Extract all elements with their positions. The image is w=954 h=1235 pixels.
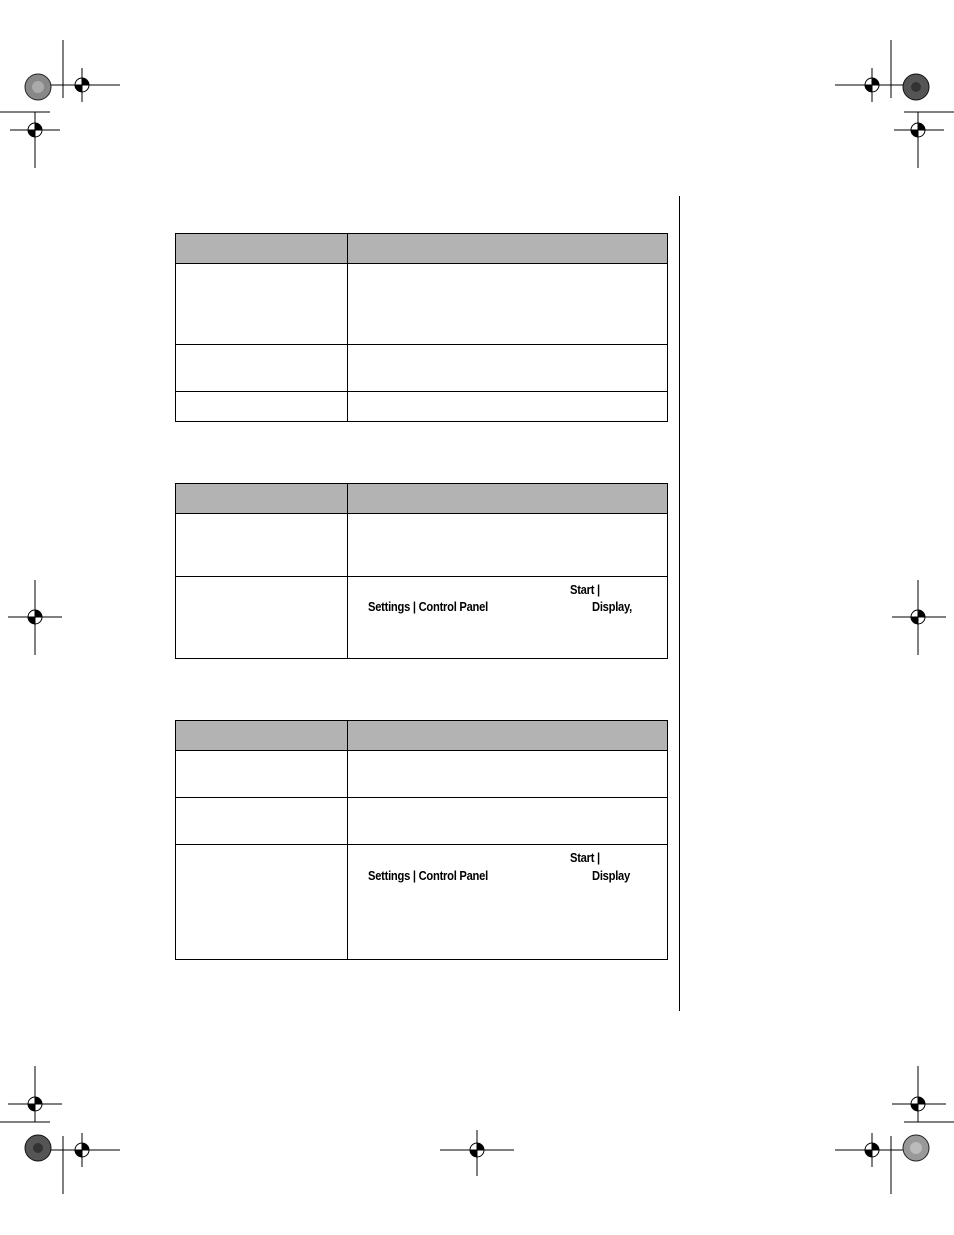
table-cell: [348, 264, 668, 345]
table-cell: [176, 514, 348, 577]
table-cell: [348, 514, 668, 577]
table-cell: [348, 845, 668, 960]
table-row: [176, 845, 668, 960]
table-cell: [176, 577, 348, 659]
table-cell: [348, 577, 668, 659]
keyword-settings-control-panel: Settings | Control Panel: [368, 868, 488, 883]
header-cell-problem: [176, 721, 348, 751]
table-row: [176, 392, 668, 422]
header-cell-problem: [176, 234, 348, 264]
table-row: [176, 345, 668, 392]
keyword-settings-control-panel: Settings | Control Panel: [368, 599, 488, 614]
header-cell-solution: [348, 721, 668, 751]
table-3: [175, 720, 668, 960]
table-cell: [176, 845, 348, 960]
table-row: [176, 798, 668, 845]
table-cell: [348, 751, 668, 798]
table-cell: [176, 345, 348, 392]
keyword-display: Display: [592, 868, 630, 883]
table-2: [175, 483, 668, 659]
table-cell: [176, 264, 348, 345]
table-row: [176, 751, 668, 798]
starburst-bottom-left: [25, 1135, 51, 1161]
table-header-row: [176, 721, 668, 751]
table-header-row: [176, 234, 668, 264]
table-1: [175, 233, 668, 422]
table-header-row: [176, 484, 668, 514]
starburst-top-right: [903, 74, 929, 100]
table-row: [176, 577, 668, 659]
header-cell-problem: [176, 484, 348, 514]
keyword-start: Start |: [570, 582, 600, 597]
table-cell: [176, 751, 348, 798]
table-cell: [348, 798, 668, 845]
table-cell: [176, 798, 348, 845]
margin-rule: [679, 196, 680, 1011]
table-row: [176, 514, 668, 577]
table-cell: [348, 392, 668, 422]
starburst-top-left: [25, 74, 51, 100]
table-cell: [176, 392, 348, 422]
table-cell: [348, 345, 668, 392]
header-cell-solution: [348, 234, 668, 264]
table-row: [176, 264, 668, 345]
keyword-display: Display,: [592, 599, 632, 614]
keyword-start: Start |: [570, 850, 600, 865]
starburst-bottom-right: [903, 1135, 929, 1161]
header-cell-solution: [348, 484, 668, 514]
